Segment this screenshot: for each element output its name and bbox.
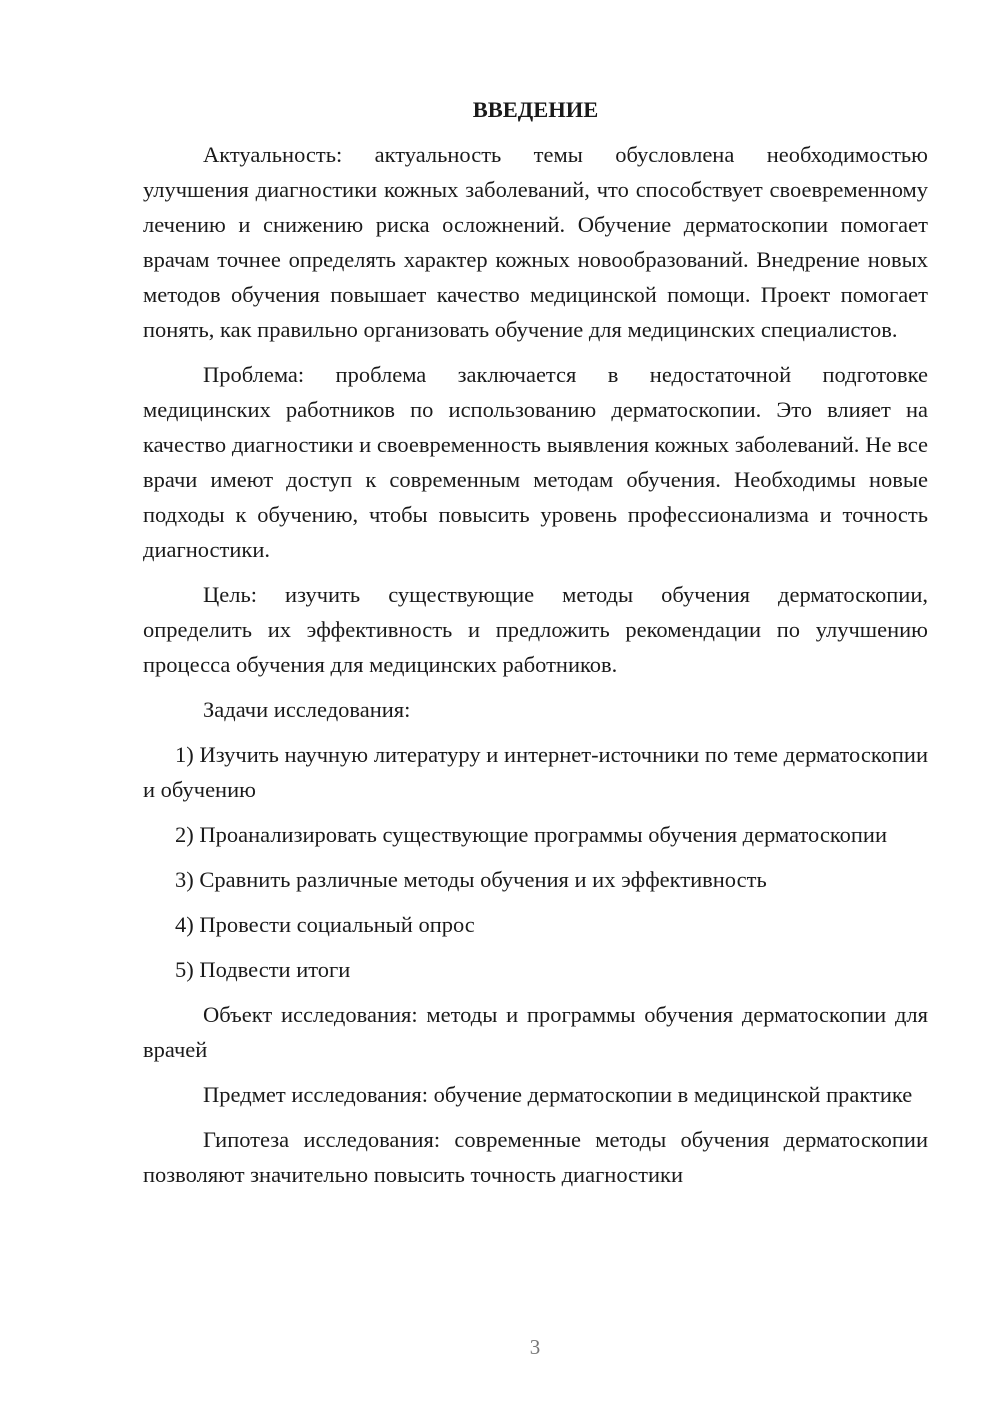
subject-paragraph: Предмет исследования: обучение дерматоскопии в медицинской практике xyxy=(203,1082,913,1107)
tasks-heading: Задачи исследования: xyxy=(203,697,411,722)
task-item-4: 4) Провести социальный опрос xyxy=(175,912,475,937)
task-item-2: 2) Проанализировать существующие программы обучения дерматоскопии xyxy=(175,822,888,847)
task-item-1: 1) Изучить научную литературу и интернет-источники по теме дерматоскопии и обучению xyxy=(143,742,928,802)
relevance-paragraph: Актуальность: актуальность темы обусловлена необходимостью улучшения диагностики кожных заболеваний, что способствует своевременному лечению и снижению риска осложнений. Обучение дерматоскопии помогает врачам точнее определять характер кожных новообразований. Внедрение новых методов обучения повышает качество медицинской помощи. Проект помогает понять, как правильно организовать обучение для медицинских специалистов. xyxy=(143,142,928,342)
document-page xyxy=(143,92,928,1202)
problem-paragraph: Проблема: проблема заключается в недостаточной подготовке медицинских работников по использованию дерматоскопии. Это влияет на качество диагностики и своевременность выявления кожных заболеваний. Не все врачи имеют доступ к современным методам обучения. Необходимы новые подходы к обучению, чтобы повысить уровень профессионализма и точность диагностики. xyxy=(143,362,928,562)
goal-paragraph: Цель: изучить существующие методы обучения дерматоскопии, определить их эффективность и предложить рекомендации по улучшению процесса обучения для медицинских работников. xyxy=(143,582,928,677)
object-paragraph: Объект исследования: методы и программы обучения дерматоскопии для врачей xyxy=(143,1002,928,1062)
task-item-3: 3) Сравнить различные методы обучения и их эффективность xyxy=(175,867,767,892)
section-title: ВВЕДЕНИЕ xyxy=(472,97,599,122)
page-number: 3 xyxy=(529,1335,541,1359)
task-item-5: 5) Подвести итоги xyxy=(175,957,351,982)
hypothesis-paragraph: Гипотеза исследования: современные методы обучения дерматоскопии позволяют значительно повысить точность диагностики xyxy=(143,1127,928,1187)
